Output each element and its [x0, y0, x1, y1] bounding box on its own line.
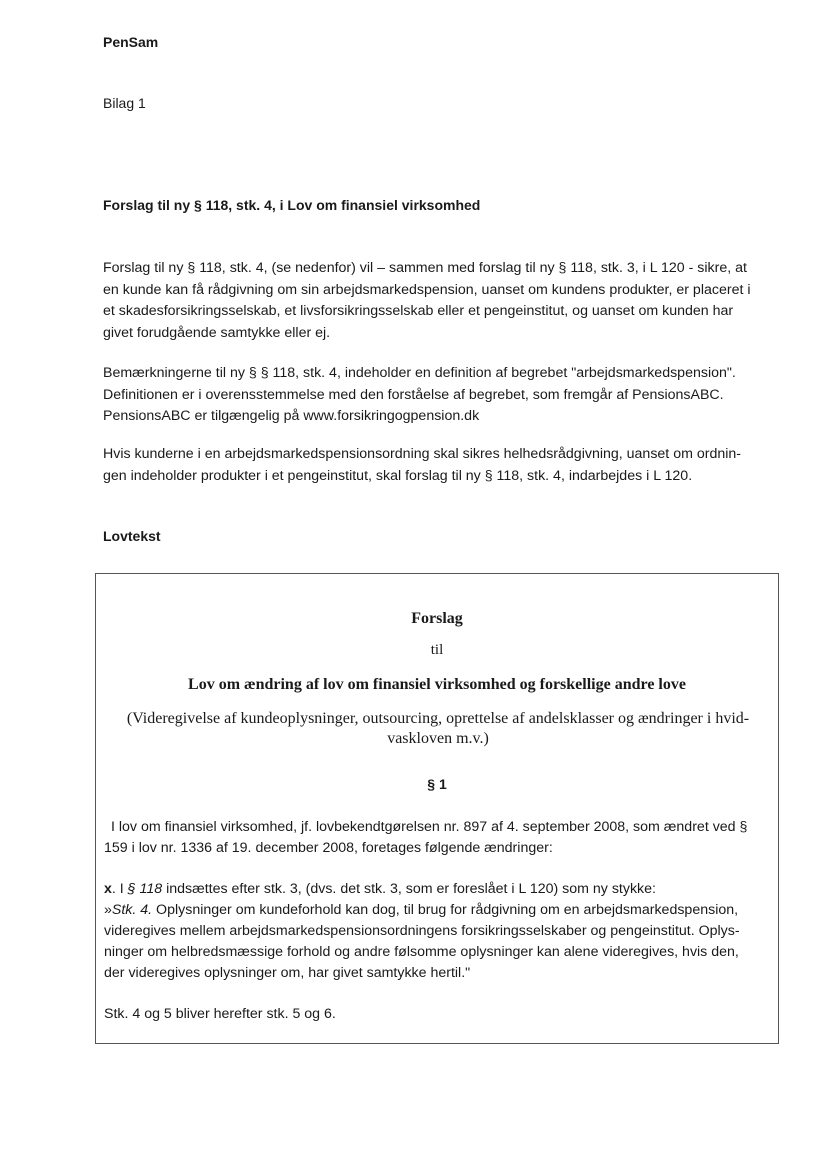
amendment-marker: x — [104, 881, 112, 897]
amendment-lead: . I — [111, 881, 128, 897]
section-mark: § 1 — [427, 776, 447, 792]
appendix-label: Bilag 1 — [103, 95, 146, 111]
page-heading: Forslag til ny § 118, stk. 4, i Lov om finansiel virksomhed — [103, 197, 481, 213]
law-intro: I lov om finansiel virksomhed, jf. lovbekendtgørelsen nr. 897 af 4. september 2008, som ændret ved § 159 i lov nr. 1336 af 19. december 2008, foretages følgende ændringer: — [104, 819, 748, 856]
lovtekst-heading: Lovtekst — [103, 528, 161, 544]
amendment-rest: indsættes efter stk. 3, (dvs. det stk. 3, som er foreslået i L 120) som ny stykke: — [162, 881, 656, 897]
proposal-til: til — [430, 642, 444, 658]
quote-stk: Stk. 4. — [111, 902, 153, 918]
amendment — [104, 879, 774, 984]
law-title: Lov om ændring af lov om finansiel virksomhed og forskellige andre love — [188, 676, 686, 693]
law-final: Stk. 4 og 5 bliver herefter stk. 5 og 6. — [104, 1006, 336, 1022]
company-name: PenSam — [103, 34, 159, 50]
law-subtitle: (Videregivelse af kundeoplysninger, outsourcing, oprettelse af andelsklasser og ændringer i hvid- vaskloven m.v.) — [126, 710, 750, 747]
paragraph-1: Forslag til ny § 118, stk. 4, (se nedenfor) vil – sammen med forslag til ny § 118, stk. 3, i L 120 - sikre, at en kunde kan få rådgivning om sin arbejdsmarkedspension, uanset om kundens produkter, er placeret i et skadesforsikringsselskab, et livsforsikringsselskab eller et pengeinstitut, og uanset om kunden har givet forudgående samtykke eller ej. — [103, 260, 751, 341]
proposal-title: Forslag — [411, 610, 463, 627]
paragraph-2: Bemærkningerne til ny § § 118, stk. 4, indeholder en definition af begrebet "arbejdsmarkedspension". Definitionen er i overensstemmelse med den forståelse af begrebet, som fremgår af PensionsABC. PensionsABC er tilgængelig på www.forsikringogpension.dk — [103, 365, 736, 424]
quote-body: Oplysninger om kundeforhold kan dog, til brug for rådgivning om en arbejdsmarkedspension, videregives mellem arbejdsmarkedspensionsordningens forsikringsselskaber og pengeinstitut. Oplys- ninger om helbredsmæssige forhold og andre følsomme oplysninger kan alene videregives, hvis den, der videregives oplysninger om, har givet samtykke hertil." — [104, 902, 740, 981]
quote-open: » — [104, 902, 112, 918]
law-text-box — [95, 573, 779, 1044]
amendment-ref: § 118 — [127, 881, 163, 897]
paragraph-3: Hvis kunderne i en arbejdsmarkedspensionsordning skal sikres helhedsrådgivning, uanset om ordnin- gen indeholder produkter i et pengeinstitut, skal forslag til ny § 118, stk. 4, indarbejdes i L 120. — [103, 446, 742, 484]
